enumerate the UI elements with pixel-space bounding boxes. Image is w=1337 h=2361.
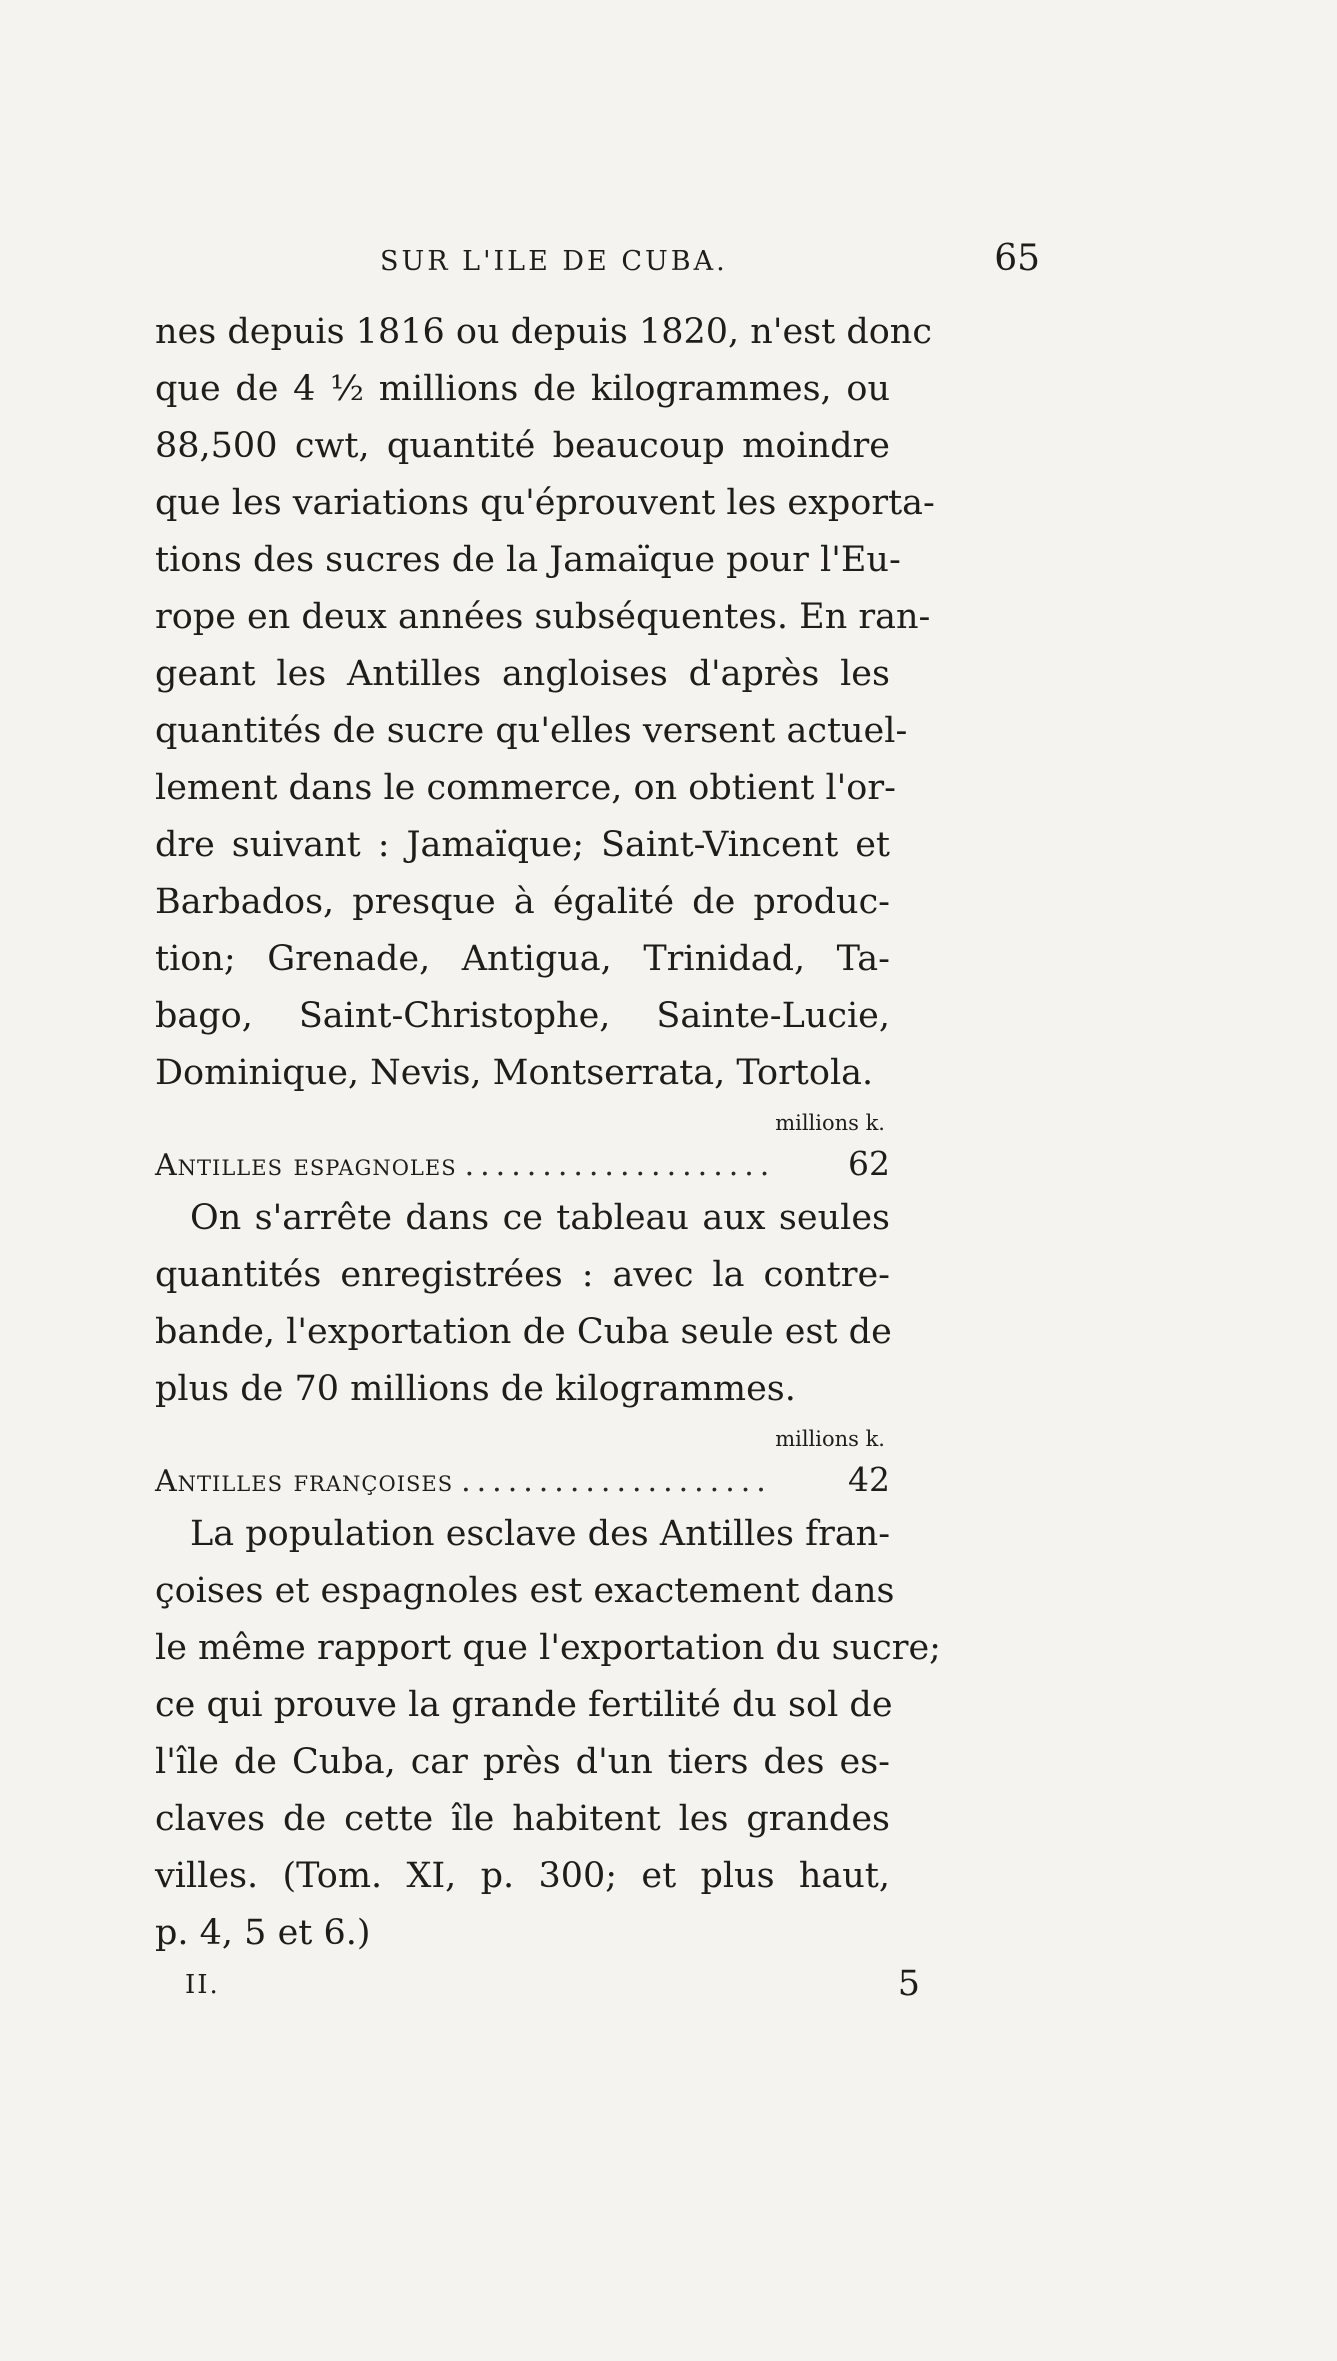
text-line: quantités enregistrées : avec la contre- (155, 1255, 890, 1295)
text-line: villes. (Tom. XI, p. 300; et plus haut, (155, 1856, 890, 1896)
table-unit-label: millions k. (775, 1427, 885, 1451)
text-line: le même rapport que l'exportation du sucre; (155, 1628, 941, 1668)
text-line: bande, l'exportation de Cuba seule est de (155, 1312, 892, 1352)
leader-dots: .................... (464, 1148, 776, 1183)
table-row-label: Antilles françoises (155, 1464, 454, 1499)
text-line: l'île de Cuba, car près d'un tiers des es- (155, 1742, 890, 1782)
page-number: 65 (994, 238, 1040, 279)
table-row-value: 62 (848, 1144, 890, 1183)
text-line: Barbados, presque à égalité de produc- (155, 882, 890, 922)
text-line: plus de 70 millions de kilogrammes. (155, 1369, 796, 1409)
page-footer (185, 1964, 920, 2014)
text-line: quantités de sucre qu'elles versent actuel- (155, 711, 908, 751)
text-line: tion; Grenade, Antigua, Trinidad, Ta- (155, 939, 890, 979)
signature-number: 5 (897, 1964, 920, 2004)
running-title: SUR L'ILE DE CUBA. (380, 246, 728, 277)
text-line: que de 4 ½ millions de kilogrammes, ou (155, 369, 890, 409)
table-unit-label: millions k. (775, 1111, 885, 1135)
main-text (155, 304, 941, 1962)
text-line: geant les Antilles angloises d'après les (155, 654, 890, 694)
text-line: çoises et espagnoles est exactement dans (155, 1571, 895, 1611)
text-line: nes depuis 1816 ou depuis 1820, n'est donc (155, 312, 932, 352)
text-line: tions des sucres de la Jamaïque pour l'Eu- (155, 540, 901, 580)
text-line: dre suivant : Jamaïque; Saint-Vincent et (155, 825, 890, 865)
text-line: 88,500 cwt, quantité beaucoup moindre (155, 426, 890, 466)
text-line: La population esclave des Antilles fran- (190, 1514, 891, 1554)
text-line: p. 4, 5 et 6.) (155, 1913, 371, 1953)
table-row (155, 1454, 890, 1506)
table-row-label: Antilles espagnoles (155, 1148, 457, 1183)
text-line: que les variations qu'éprouvent les exporta- (155, 483, 935, 523)
page-header (380, 238, 1040, 288)
text-line: On s'arrête dans ce tableau aux seules (190, 1198, 890, 1238)
text-line: ce qui prouve la grande fertilité du sol de (155, 1685, 893, 1725)
text-line: rope en deux années subséquentes. En ran- (155, 597, 931, 637)
text-line: bago, Saint-Christophe, Sainte-Lucie, (155, 996, 890, 1036)
table-row (155, 1138, 890, 1190)
text-line: Dominique, Nevis, Montserrata, Tortola. (155, 1053, 874, 1093)
text-line: claves de cette île habitent les grandes (155, 1799, 890, 1839)
leader-dots: .................... (461, 1464, 772, 1499)
signature-mark: II. (185, 1970, 220, 2000)
text-line: lement dans le commerce, on obtient l'or- (155, 768, 896, 808)
table-row-value: 42 (848, 1460, 890, 1499)
